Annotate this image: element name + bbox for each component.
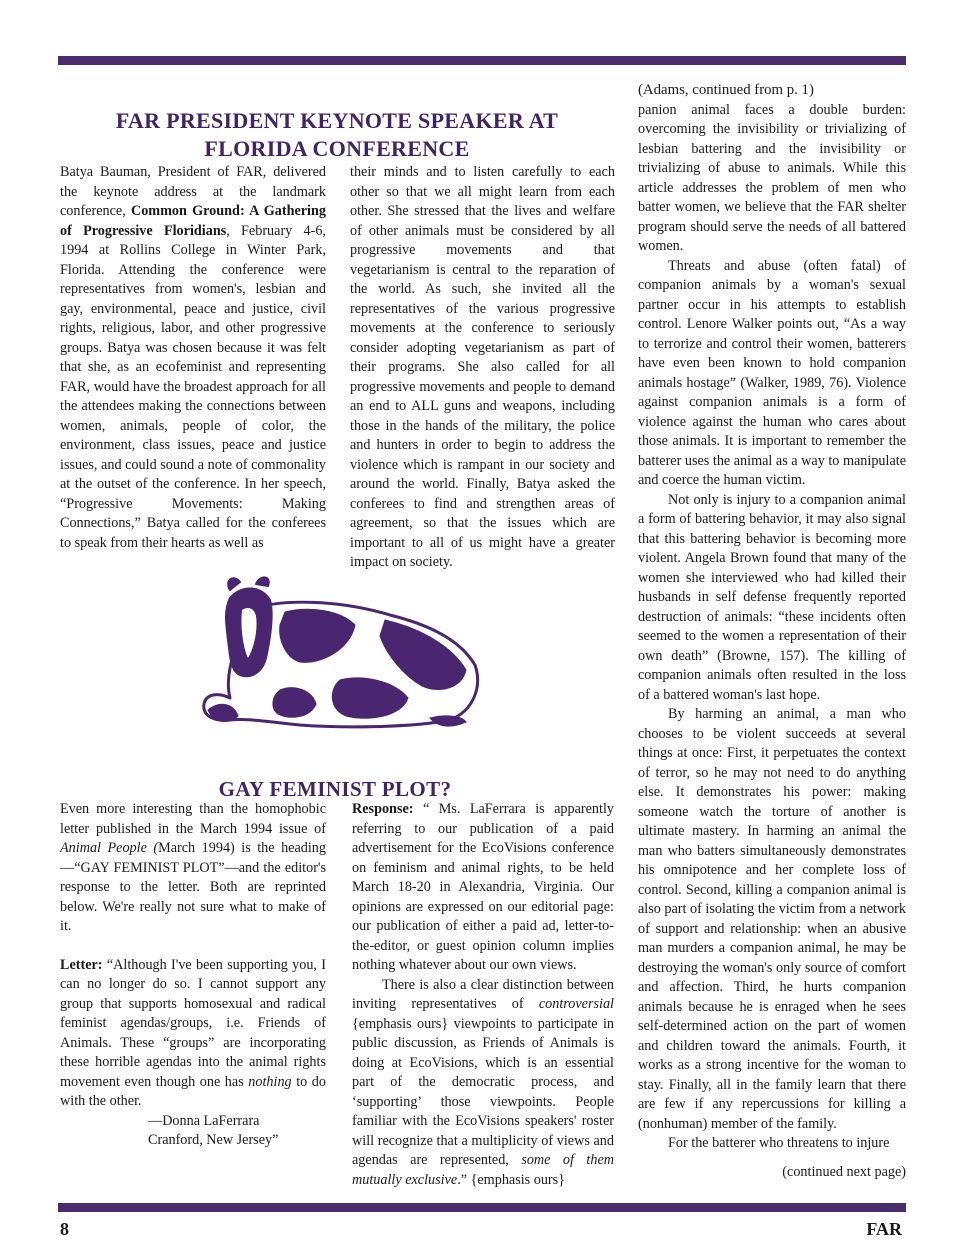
- article-headline-keynote: FAR PRESIDENT KEYNOTE SPEAKER AT FLORIDA CONFERENCE: [115, 107, 559, 161]
- letter-signature-place: Cranford, New Jersey”: [148, 1132, 279, 1148]
- adams-paragraph-1: panion animal faces a double burden: overcoming the invisibility or trivializing of lesbian battering and the invisibility or trivializing of abuse to animals. While this article addresses the problem of men who batter women, we believe that the FAR shelter program should serve the needs of all battered women.: [638, 101, 906, 254]
- article-keynote-column-1: [60, 163, 326, 553]
- adams-paragraph-4: By harming an animal, a man who chooses to be violent succeeds at several things at once: First, it perpetuates the context of terror, so he may not need to do anything else. It demonstrates his power: making someone watch the torture of another is ultimate mastery. In harming an animal the man who batters simultaneously demonstrates his omnipotence and her complete loss of control. Second, killing a companion animal is also part of isolating the victim from a network of support and relationship: when an abusive man murders a companion animal, he may be destroying the woman's only source of comfort and affection. Third, he hurts companion animals because he is enraged when he sees self-determined action on the part of women and children toward the animals. Fourth, it works as a strong incentive for the woman to stay. Finally, all in the family learn that there are few if any repercussions for killing a (nonhuman) member of the family.: [638, 706, 906, 1132]
- publication-name: FAR: [866, 1219, 902, 1239]
- response-paragraph-1: Response: “ Ms. LaFerrara is apparently referring to our publication of a paid advertisement for the EcoVisions conference on feminism and animal rights, to be held March 18-20 in Alexandria, Virginia. Our opinions are expressed on our editorial page: our publication of either a paid ad, letter-to-the-editor, or guest opinion column implies nothing whatever about our own views.: [352, 801, 614, 973]
- adams-paragraph-2: Threats and abuse (often fatal) of companion animals by a woman's sexual partner occur in his attempts to establish control. Lenore Walker points out, “As a way to terrorize and control their women, batterers have even been known to hold companion animals hostage” (Walker, 1989, 76). Violence against companion animals is a form of violence against the human who cares about those animals. It is important to remember the batterer uses the animal as a way to manipulate and coerce the human victim.: [638, 257, 906, 488]
- response-paragraph-2: There is also a clear distinction between inviting representatives of controversial {emphasis ours} viewpoints to participate in public discussion, as Friends of Animals is doing at EcoVisions, which is an essential part of the democratic process, and ‘supporting’ those viewpoints. People familiar with the EcoVisions speakers' roster will recognize that a multiplicity of views and agendas are represented, some of them mutually exclusive.” {emphasis ours}: [352, 976, 614, 1188]
- article-plot-column-1: [60, 800, 326, 1151]
- adams-paragraph-5: For the batterer who threatens to injure: [668, 1135, 890, 1151]
- article-adams-column: [638, 81, 906, 1182]
- adams-paragraph-3: Not only is injury to a companion animal a form of battering behavior, it may also signal that this battering behavior is becoming more violent. Angela Brown found that many of the women she interviewed who had killed their husbands in self defense frequently reported destruction of animals: “these incidents often seemed to the women a representation of their own death” (Browne, 157). The killing of companion animals often resulted in the loss of a battered woman's last hope.: [638, 491, 906, 703]
- conference-title: Common Ground: A Gathering of Progressive Floridians: [60, 203, 326, 239]
- bottom-rule: [58, 1203, 906, 1212]
- article-plot-column-2: [352, 800, 614, 1190]
- keynote-paragraph-continued: their minds and to listen carefully to each other so that we all might learn from each other. She stressed that the lives and welfare of other animals must be considered by all progressive movements and that vegetarianism is central to the reparation of the world. As such, she invited all the representatives of the various progressive movements at the conference to seriously consider adopting vegetarianism as part of their programs. She also called for all progressive movements and people to demand an end to ALL guns and weapons, including those in the hands of the military, the police and hunters in order to begin to address the violence which is rampant in our society and around the world. Finally, Batya asked the conferees to find and strengthen areas of agreement, so that the issues which are important to all of us might have a greater impact on society.: [350, 164, 615, 570]
- article-headline-gay-feminist-plot: GAY FEMINIST PLOT?: [218, 777, 452, 802]
- keynote-paragraph: Batya Bauman, President of FAR, delivered the keynote address at the landmark conference, Common Ground: A Gathering of Progressive Floridians, February 4-6, 1994 at Rollins College in Winter Park, Florida. Attending the conference were representatives from women's, lesbian and gay, environmental, peace and justice, civil rights, religious, labor, and other progressive groups. Batya was chosen because it was felt that she, as an ecofeminist and representing FAR, would have the broadest approach for all the attendees making the connections between women, animals, people of color, the environment, class issues, peace and justice issues, and could sound a note of commonality at the outset of the conference. In her speech, “Progressive Movements: Making Connections,” Batya called for the conferees to speak from their hearts as well as: [60, 164, 326, 551]
- continued-next-note: (continued next page): [782, 1163, 906, 1180]
- top-rule: [58, 56, 906, 65]
- letter-paragraph: Letter: “Although I've been supporting you, I can no longer do so. I cannot support any group that supports homosexual and radical feminist agendas/groups, i.e. Friends of Animals. These “groups” are incorporating these horrible agendas into the animal rights movement even though one has nothing to do with the other.: [60, 956, 326, 1109]
- cow-illustration: [190, 570, 490, 730]
- letter-signature-name: —Donna LaFerrara: [148, 1112, 260, 1129]
- continued-from-note: (Adams, continued from p. 1): [638, 82, 814, 98]
- article-keynote-column-2: [350, 163, 615, 573]
- response-label: Response:: [352, 801, 414, 817]
- page-number: 8: [60, 1219, 69, 1239]
- letter-label: Letter:: [60, 956, 103, 973]
- plot-intro-paragraph: Even more interesting than the homophobic letter published in the March 1994 issue of Animal People (March 1994) is the heading—“GAY FEMINIST PLOT”—and the editor's response to the letter. Both are reprinted below. We're really not sure what to make of it.: [60, 801, 326, 934]
